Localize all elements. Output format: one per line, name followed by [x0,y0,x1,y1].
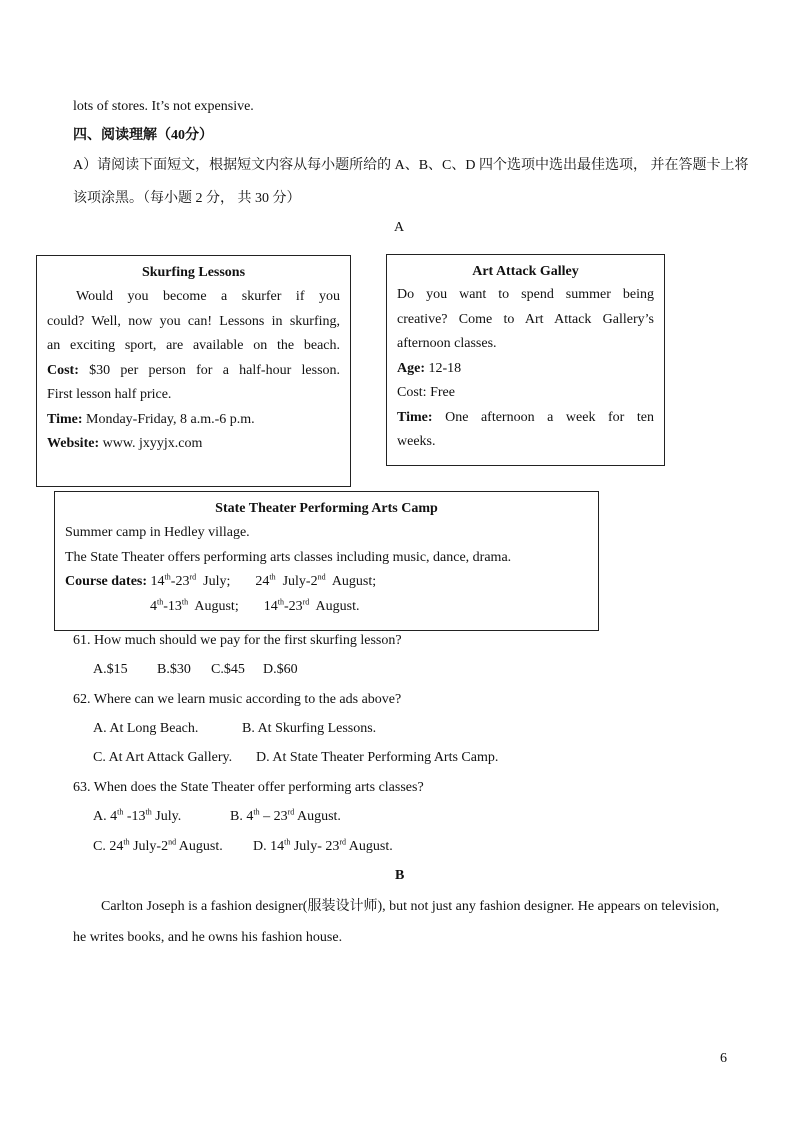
section-title: 四、阅读理解（40分） [73,128,213,143]
page-number: 6 [720,1051,727,1066]
skurfing-cost [47,359,340,384]
part-b-line-2: he writes books, and he owns his fashion house. [73,930,343,945]
art-age [397,357,654,382]
q61-option-a: A.$15 [93,662,128,677]
skurfing-time-text: Monday-Friday, 8 a.m.-6 p.m. [86,411,255,427]
q61-option-d: D.$60 [263,662,298,677]
art-age-label: Age: [397,360,425,376]
art-age-text: 12-18 [428,360,462,376]
theater-dates-row-2 [65,595,588,620]
theater-dates-label: Course dates: [65,574,148,589]
part-b-line-1: Carlton Joseph is a fashion designer(服装设计师), but not just any fashion designer. He appears on television, [101,899,720,914]
art-title: Art Attack Galley [472,264,579,279]
instructions-line-1: A）请阅读下面短文，根据短文内容从每小题所给的 A、B、C、D 四个选项中选出最佳选项， 并在答题卡上将 [73,158,749,173]
skurfing-time-label: Time: [47,411,83,427]
theater-date-4: 14th-23rd August. [263,596,360,614]
art-line-3: afternoon classes. [397,336,497,351]
art-time [397,406,654,431]
part-a-label: A [394,220,405,235]
theater-date-2: 24th July-2nd August; [255,572,377,589]
q62-option-a: A. At Long Beach. [93,721,199,736]
art-time-text: One afternoon a week for ten [445,409,654,425]
q61-option-b: B.$30 [157,662,191,677]
question-62: 62. Where can we learn music according to the ads above? [73,692,402,707]
art-attack-gallery-ad [386,254,665,466]
skurfing-title: Skurfing Lessons [141,265,246,280]
theater-date-1: 14th-23rd July; [150,572,231,589]
q63-option-a: A. 4th -13th July. [93,807,182,824]
part-b-label: B [395,868,405,883]
skurfing-website-text: www. jxyyjx.com [102,436,203,451]
question-63: 63. When does the State Theater offer performing arts classes? [73,780,424,795]
q61-option-c: C.$45 [211,662,245,677]
state-theater-ad [54,491,599,631]
art-time-label: Time: [397,409,433,425]
art-line-7: weeks. [397,434,436,449]
q62-option-d: D. At State Theater Performing Arts Camp. [256,750,499,765]
skurfing-lessons-ad [36,255,351,487]
skurfing-cost-text: $30 per person for a half-hour lesson. [89,362,341,378]
instructions-line-2: 该项涂黑。（每小题 2 分， 共 30 分） [73,191,301,206]
theater-line-2: The State Theater offers performing arts classes including music, dance, drama. [65,549,512,565]
skurfing-website [47,432,340,457]
theater-date-3: 4th-13th August; [150,596,239,614]
art-line-1: Do you want to spend summer being [397,287,654,302]
q63-option-b: B. 4th – 23rd August. [230,807,341,824]
question-61: 61. How much should we pay for the first skurfing lesson? [73,633,402,648]
previous-passage-line: lots of stores. It’s not expensive. [73,99,254,114]
skurfing-website-label: Website: [47,436,100,451]
art-cost: Cost: Free [397,385,455,400]
q63-option-c: C. 24th July-2nd August. [93,837,223,854]
skurfing-line-5: First lesson half price. [47,387,172,402]
skurfing-cost-label: Cost: [47,362,79,378]
skurfing-line-3: an exciting sport, are available on the beach. [47,338,340,353]
theater-line-1: Summer camp in Hedley village. [65,525,250,540]
theater-title: State Theater Performing Arts Camp [215,501,438,516]
theater-dates-row-1 [65,570,588,595]
q63-option-d: D. 14th July- 23rd August. [253,837,393,854]
skurfing-line-1: Would you become a skurfer if you [76,289,340,304]
q62-option-b: B. At Skurfing Lessons. [242,721,377,736]
art-line-2: creative? Come to Art Attack Gallery’s [397,311,654,327]
q62-option-c: C. At Art Attack Gallery. [93,750,233,765]
skurfing-line-2: could? Well, now you can! Lessons in skurfing, [47,313,340,329]
skurfing-time [47,408,340,433]
